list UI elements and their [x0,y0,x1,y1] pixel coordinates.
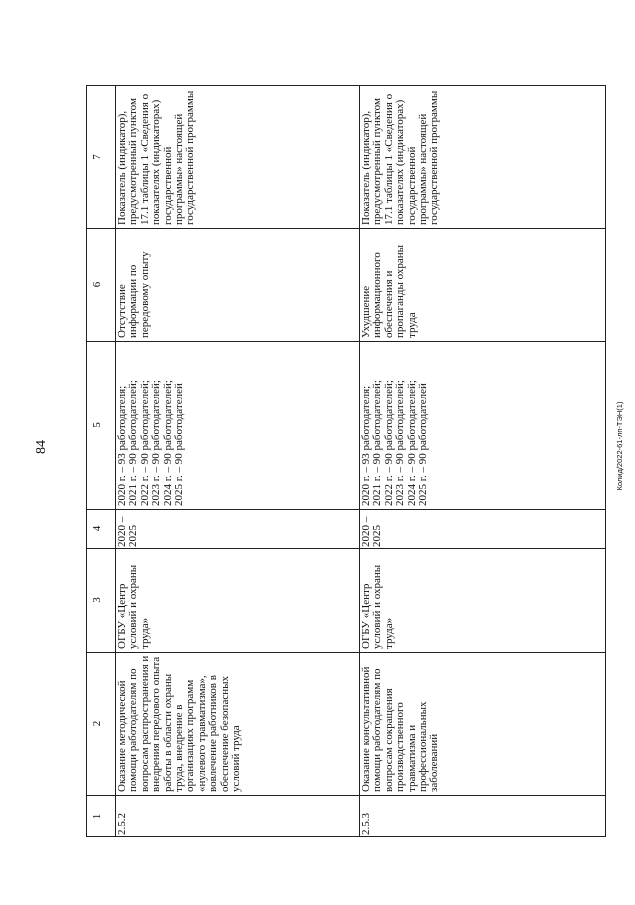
measure-name: Оказание методической помощи работодателям по вопросам распространения и внедрения передового опыта работы в области охраны труда, внедрение в организациях программ «нулевого травматизма», вовлечение работников в обеспечение безопасных условий труда [116,655,243,792]
result-line: 2020 г. – 93 работодателя; [116,385,128,506]
expected-results [115,341,359,509]
measure-name: Оказание консультативной помощи работодателям по вопросам сокращения производственного травматизма и профессиональных заболеваний [360,666,441,792]
measures-table [86,85,606,837]
result-line: 2023 г. – 90 работодателей; [394,380,407,506]
column-header-1: 1 [91,813,103,820]
result-line: 2025 г. – 90 работодателей [173,383,186,506]
indicator-link: Показатель (индикатор), предусмотренный пунктом 17.1 таблицы 1 «Сведения о показателях (индикаторах) государственной программы» настоящей государственной программы [360,90,441,225]
document-code: Колид/2022-61-лп-ТЭН(1) [615,401,624,491]
period: 2020 – 2025 [360,516,384,547]
column-header-6: 6 [91,281,103,288]
result-line: 2020 г. – 93 работодателя; [360,385,372,506]
column-header-7: 7 [91,154,103,160]
result-line: 2022 г. – 90 работодателей; [382,380,395,506]
result-line: 2023 г. – 90 работодателей; [150,380,163,506]
result-line: 2021 г. – 90 работодателей; [127,380,140,506]
result-line: 2024 г. – 90 работодателей; [405,380,418,506]
expected-results [359,341,607,509]
column-header-4: 4 [91,525,103,532]
indicator-link: Показатель (индикатор), предусмотренный пунктом 17.1 таблицы 1 «Сведения о показателях (индикаторах) государственной программы» настоящей государственной программы [116,90,197,225]
consequences: Ухудшение информационного обеспечения и пропаганды охраны труда [360,244,418,338]
column-header-5: 5 [91,422,103,428]
page-number: 84 [34,440,49,454]
period: 2020 – 2025 [116,516,140,547]
result-line: 2021 г. – 90 работодателей; [371,380,384,506]
column-header-2: 2 [91,720,103,727]
row-number: 2.5.2 [116,813,128,835]
column-header-3: 3 [91,597,103,603]
executor: ОГБУ «Центр условий и охраны труда» [116,564,151,649]
consequences: Отсутствие информации по передовому опыту [116,251,151,338]
result-line: 2022 г. – 90 работодателей; [138,380,151,506]
result-line: 2025 г. – 90 работодателей [417,383,430,506]
result-line: 2024 г. – 90 работодателей; [161,380,174,506]
executor: ОГБУ «Центр условий и охраны труда» [360,564,395,649]
row-number: 2.5.3 [360,813,372,835]
